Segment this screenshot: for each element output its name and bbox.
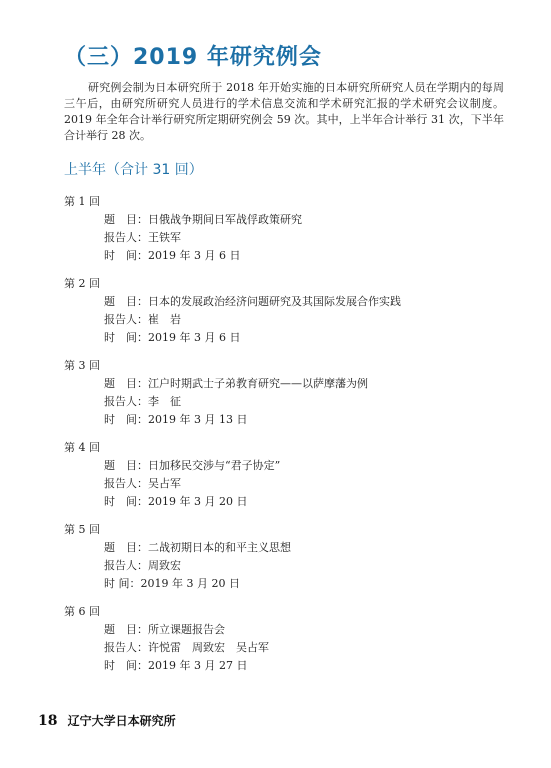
page-number: 18 xyxy=(38,713,58,729)
session-reporter: 报告人：李 征 xyxy=(104,395,181,408)
session-number: 第 4 回 xyxy=(64,441,100,454)
first-half-heading: 上半年（合计 31 回） xyxy=(64,162,203,178)
session-time: 时 间：2019 年 3 月 6 日 xyxy=(104,249,241,262)
session-reporter: 报告人：吴占军 xyxy=(104,477,181,490)
session-topic: 题 目：日加移民交涉与“君子协定” xyxy=(104,459,281,472)
section-title: （三）2019 年研究例会 xyxy=(64,45,322,70)
page-footer xyxy=(38,712,176,729)
session-entry xyxy=(64,357,504,429)
session-entry xyxy=(64,521,504,593)
session-topic: 题 目：所立课题报告会 xyxy=(104,623,225,636)
session-entry xyxy=(64,603,504,675)
publication-name: 辽宁大学日本研究所 xyxy=(67,714,176,728)
session-topic: 题 目：江户时期武士子弟教育研究——以萨摩藩为例 xyxy=(104,377,368,390)
session-topic: 题 目：日俄战争期间日军战俘政策研究 xyxy=(104,213,302,226)
session-reporter: 报告人：崔 岩 xyxy=(104,313,181,326)
session-time: 时 间：2019 年 3 月 27 日 xyxy=(104,659,248,672)
session-reporter: 报告人：许悦雷 周致宏 吴占军 xyxy=(104,641,269,654)
session-time: 时 间：2019 年 3 月 20 日 xyxy=(104,577,240,590)
session-number: 第 5 回 xyxy=(64,523,100,536)
session-entry xyxy=(64,275,504,347)
session-entry xyxy=(64,193,504,265)
session-entry xyxy=(64,439,504,511)
session-reporter: 报告人：王铁军 xyxy=(104,231,181,244)
session-time: 时 间：2019 年 3 月 6 日 xyxy=(104,331,241,344)
session-time: 时 间：2019 年 3 月 20 日 xyxy=(104,495,248,508)
intro-paragraph: 研究例会制为日本研究所于 2018 年开始实施的日本研究所研究人员在学期内的每周三午后，由研究所研究人员进行的学术信息交流和学术研究汇报的学术研究会议制度。2019 年全年合计举行研究所定期研究例会 59 次。其中，上半年合计举行 31 次，下半年合计举行 28 次。 xyxy=(64,81,504,142)
session-time: 时 间：2019 年 3 月 13 日 xyxy=(104,413,248,426)
session-number: 第 3 回 xyxy=(64,359,100,372)
session-topic: 题 目：二战初期日本的和平主义思想 xyxy=(104,541,291,554)
session-reporter: 报告人：周致宏 xyxy=(104,559,181,572)
session-topic: 题 目：日本的发展政治经济问题研究及其国际发展合作实践 xyxy=(104,295,401,308)
session-number: 第 2 回 xyxy=(64,277,100,290)
session-number: 第 1 回 xyxy=(64,195,100,208)
session-number: 第 6 回 xyxy=(64,605,100,618)
